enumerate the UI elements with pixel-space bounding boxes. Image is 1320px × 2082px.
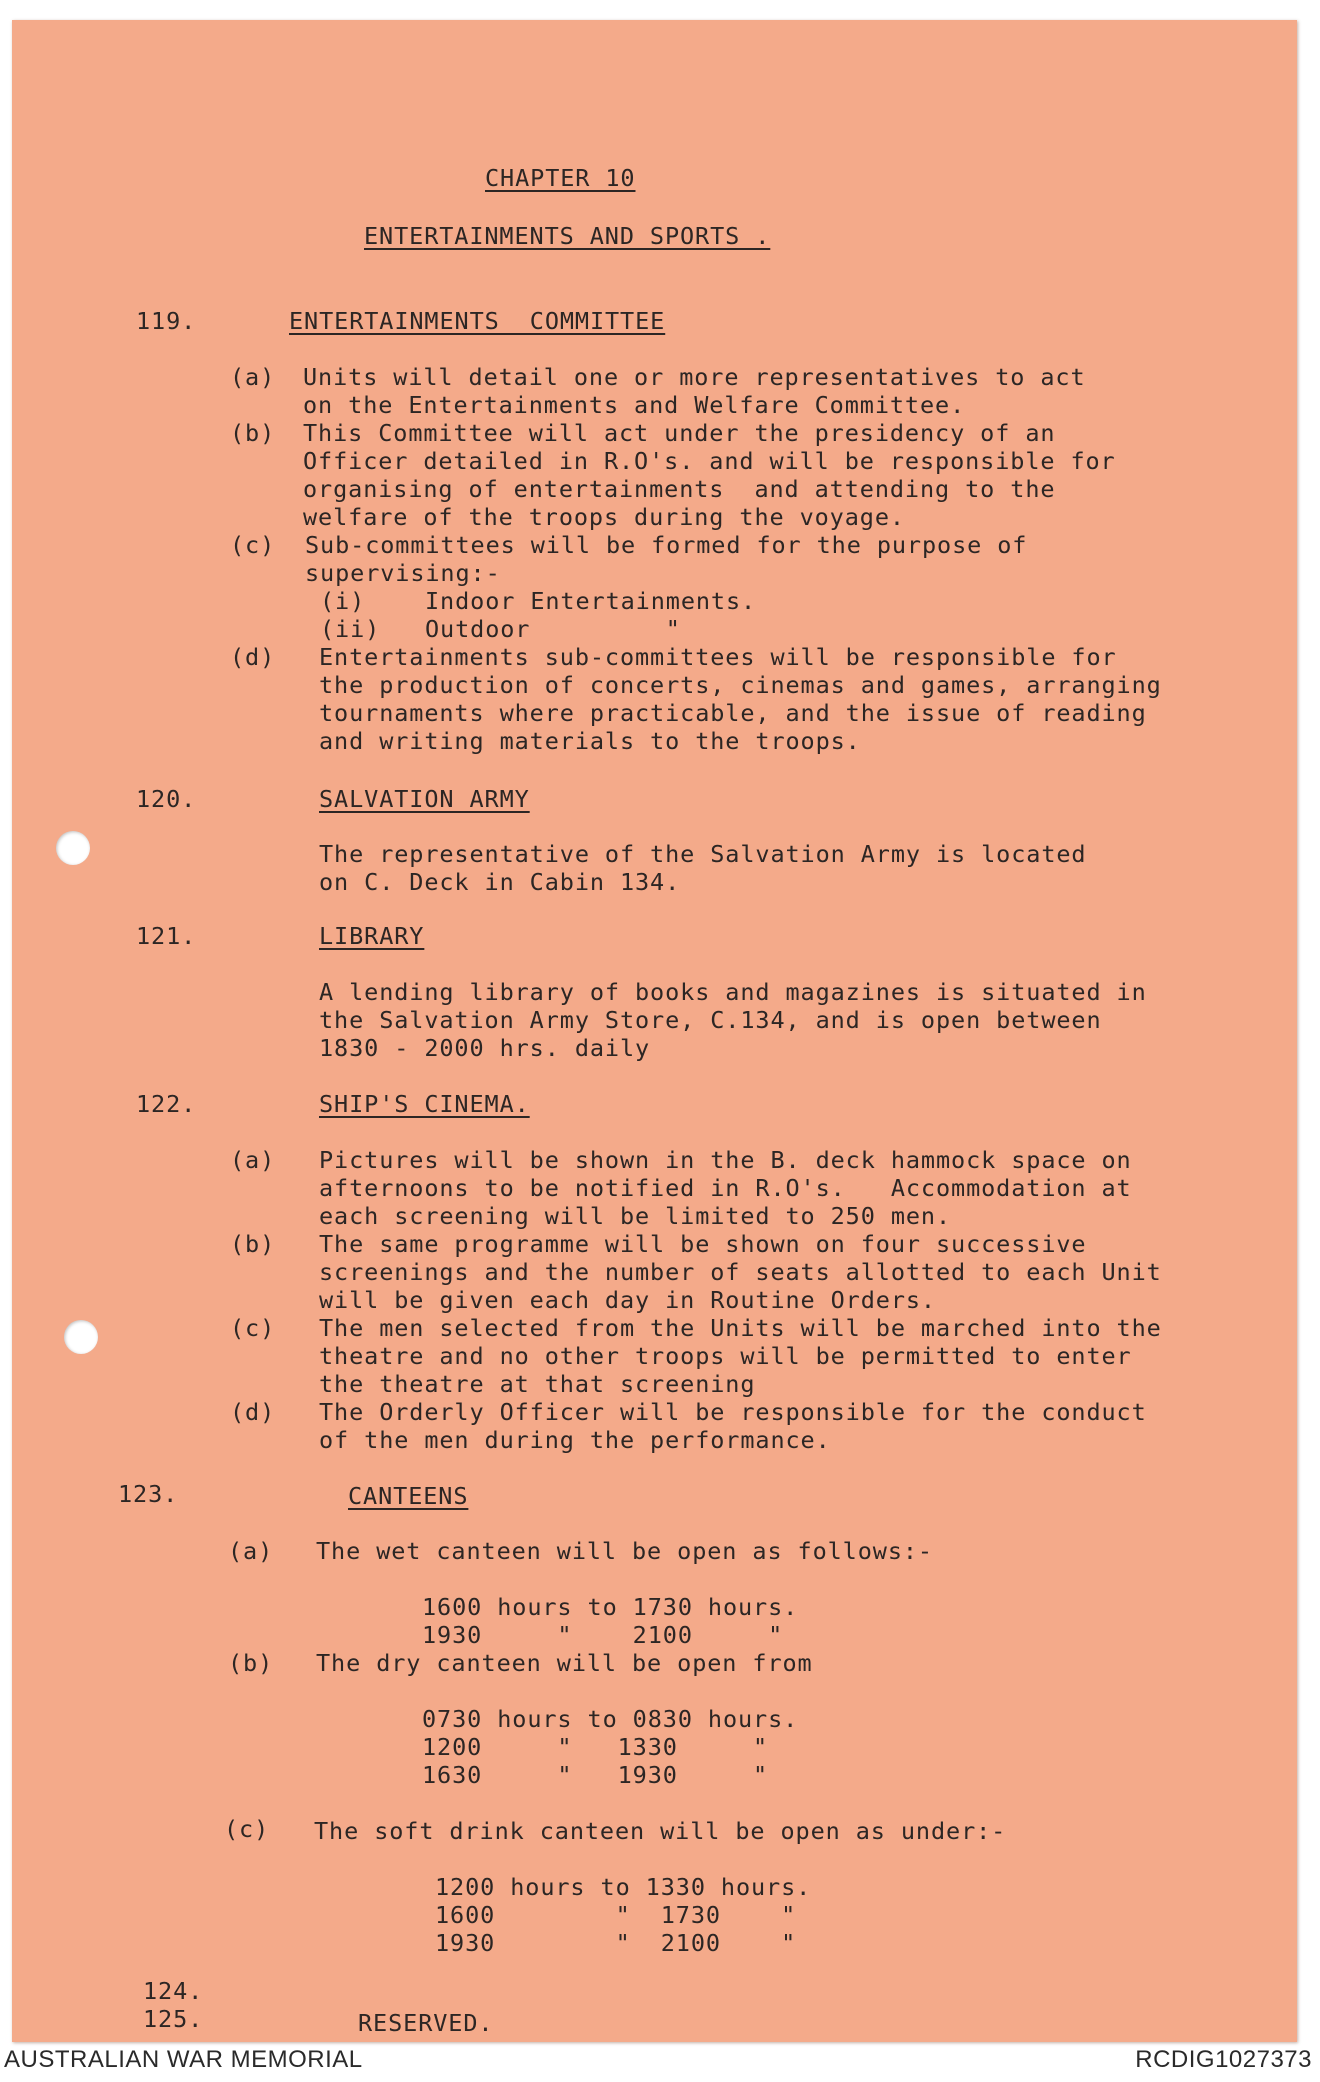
footer-right: RCDIG1027373 — [1135, 2046, 1312, 2073]
item-label: (d) — [230, 643, 276, 671]
paragraph-heading: LIBRARY — [319, 922, 425, 950]
time-row: 1600 hours to 1730 hours. — [422, 1593, 799, 1621]
paragraph-line: on C. Deck in Cabin 134. — [319, 868, 681, 896]
paragraph-heading: CANTEENS — [348, 1482, 469, 1510]
section-title: ENTERTAINMENTS AND SPORTS . — [364, 222, 771, 250]
paragraph-line: the Salvation Army Store, C.134, and is open between — [319, 1006, 1102, 1034]
item-label: (c) — [224, 1815, 270, 1843]
item-line: screenings and the number of seats allotted to each Unit — [319, 1258, 1162, 1286]
item-line: The same programme will be shown on four successive — [319, 1230, 1087, 1258]
item-line: supervising:- — [305, 559, 501, 587]
punch-hole — [56, 831, 90, 865]
item-label: (d) — [230, 1398, 276, 1426]
item-line: the theatre at that screening — [319, 1370, 756, 1398]
item-line: of the men during the performance. — [319, 1426, 831, 1454]
item-label: (b) — [230, 419, 276, 447]
item-label: (a) — [230, 1146, 276, 1174]
item-line: Units will detail one or more representatives to act — [303, 363, 1086, 391]
paragraph-heading: ENTERTAINMENTS COMMITTEE — [289, 307, 666, 335]
paragraph-number: 124. — [143, 1977, 204, 2005]
item-line: Officer detailed in R.O's. and will be responsible for — [303, 447, 1116, 475]
item-line: Pictures will be shown in the B. deck hammock space on — [319, 1146, 1132, 1174]
item-line: Sub-committees will be formed for the purpose of — [305, 531, 1028, 559]
sub-item-label: (ii) — [320, 615, 381, 643]
item-label: (a) — [228, 1537, 274, 1565]
item-line: welfare of the troops during the voyage. — [303, 503, 905, 531]
sub-item-text: Indoor Entertainments. — [425, 587, 757, 615]
item-line: the production of concerts, cinemas and games, arranging — [319, 671, 1162, 699]
item-label: (c) — [230, 531, 276, 559]
paragraph-line: The representative of the Salvation Army is located — [319, 840, 1087, 868]
item-line: The men selected from the Units will be marched into the — [319, 1314, 1162, 1342]
footer-left: AUSTRALIAN WAR MEMORIAL — [4, 2046, 363, 2073]
item-label: (c) — [230, 1314, 276, 1342]
item-line: This Committee will act under the presidency of an — [303, 419, 1056, 447]
paragraph-number: 120. — [136, 785, 197, 813]
item-label: (b) — [230, 1230, 276, 1258]
item-line: and writing materials to the troops. — [319, 727, 861, 755]
item-line: afternoons to be notified in R.O's. Accommodation at — [319, 1174, 1132, 1202]
paragraph-number: 121. — [136, 922, 197, 950]
time-row: 1200 hours to 1330 hours. — [435, 1873, 812, 1901]
item-line: The Orderly Officer will be responsible for the conduct — [319, 1398, 1147, 1426]
item-line: each screening will be limited to 250 men. — [319, 1202, 952, 1230]
chapter-title: CHAPTER 10 — [485, 164, 636, 192]
item-line: tournaments where practicable, and the issue of reading — [319, 699, 1147, 727]
item-line: theatre and no other troops will be permitted to enter — [319, 1342, 1132, 1370]
paragraph-heading: SALVATION ARMY — [319, 785, 530, 813]
paragraph-number: 123. — [118, 1480, 179, 1508]
sub-item-text: Outdoor " — [425, 615, 681, 643]
paragraph-number: 125. — [143, 2005, 204, 2033]
time-row: 1200 " 1330 " — [422, 1733, 769, 1761]
item-label: (a) — [230, 363, 276, 391]
paragraph-line: A lending library of books and magazines is situated in — [319, 978, 1147, 1006]
item-label: (b) — [228, 1649, 274, 1677]
item-line: The dry canteen will be open from — [316, 1649, 813, 1677]
time-row: 0730 hours to 0830 hours. — [422, 1705, 799, 1733]
paragraph-number: 122. — [136, 1090, 197, 1118]
punch-hole — [64, 1320, 98, 1354]
paragraph-number: 119. — [136, 307, 197, 335]
sub-item-label: (i) — [320, 587, 366, 615]
item-line: on the Entertainments and Welfare Committee. — [303, 391, 966, 419]
time-row: 1630 " 1930 " — [422, 1761, 769, 1789]
paragraph-line: 1830 - 2000 hrs. daily — [319, 1034, 651, 1062]
item-line: Entertainments sub-committees will be responsible for — [319, 643, 1117, 671]
time-row: 1930 " 2100 " — [435, 1929, 797, 1957]
item-line: will be given each day in Routine Orders. — [319, 1286, 936, 1314]
reserved-label: RESERVED. — [358, 2009, 494, 2037]
item-line: The soft drink canteen will be open as under:- — [314, 1817, 1007, 1845]
time-row: 1600 " 1730 " — [435, 1901, 797, 1929]
item-line: organising of entertainments and attending to the — [303, 475, 1056, 503]
item-line: The wet canteen will be open as follows:- — [316, 1537, 933, 1565]
paragraph-heading: SHIP'S CINEMA. — [319, 1090, 530, 1118]
time-row: 1930 " 2100 " — [422, 1621, 784, 1649]
